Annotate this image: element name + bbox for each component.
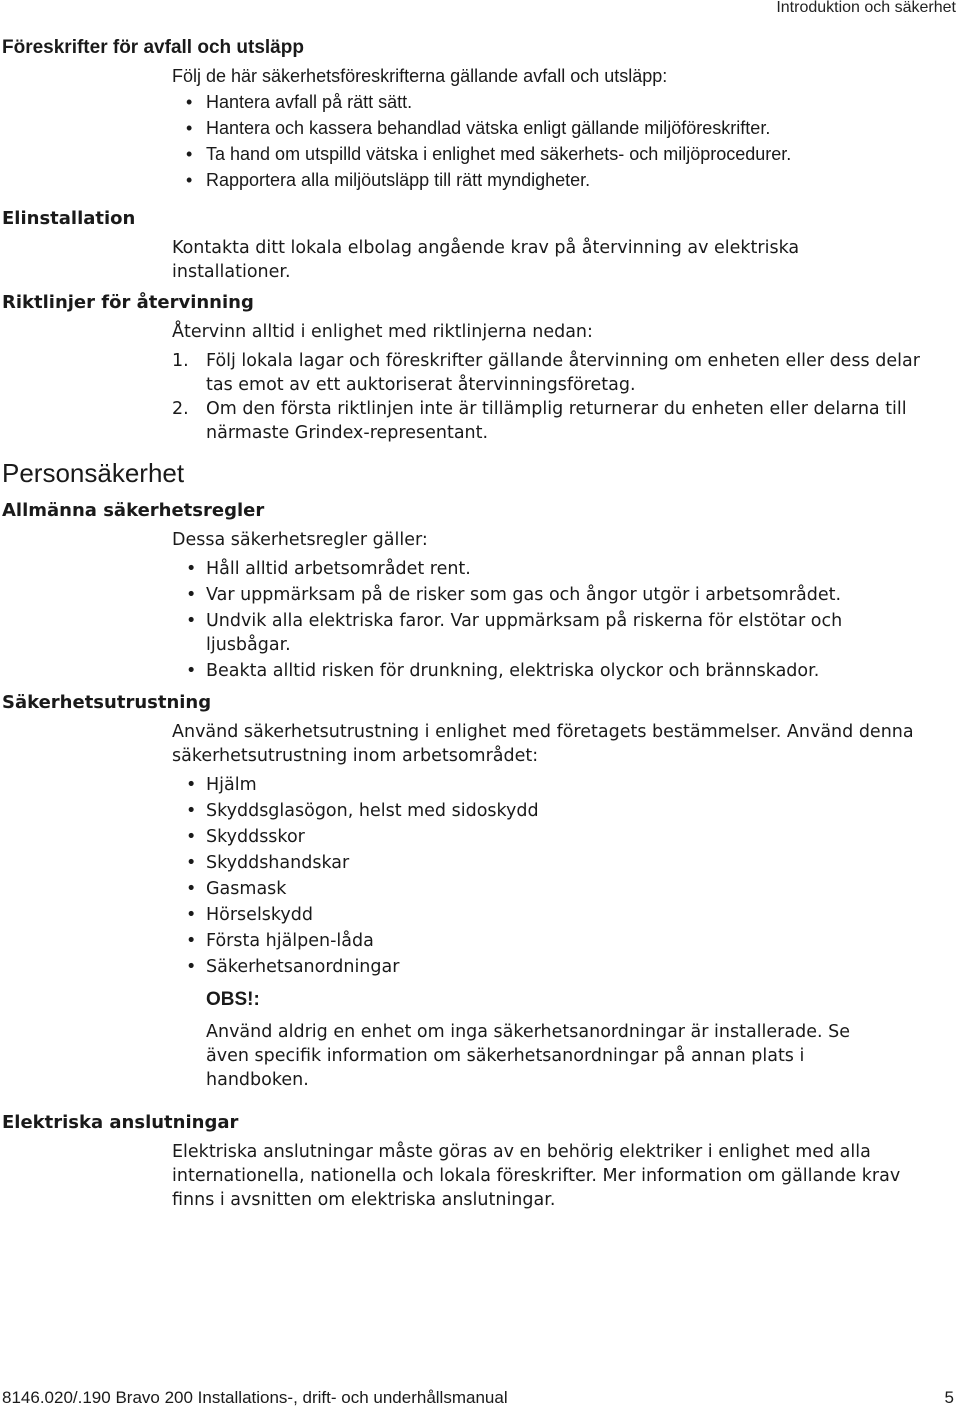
list-item: • Skyddsglasögon, helst med sidoskydd (172, 798, 942, 824)
list-item: • Gasmask (172, 876, 942, 902)
recycling-intro: Återvinn alltid i enlighet med riktlinjerna nedan: (172, 322, 593, 342)
electrical-connections-text: Elektriska anslutningar måste göras av en behörig elektriker i enlighet med alla internationella, nationella och lokala föreskrifter. Mer information om gällande krav finns i avsnitten om elektriska anslutningar. (172, 1142, 901, 1210)
list-item: • Hjälm (172, 772, 942, 798)
note-box (206, 988, 896, 1092)
step-text: Om den första riktlinjen inte är tillämplig returnerar du enheten eller delarna till närmaste Grindex-representant. (206, 399, 907, 443)
list-item: • Beakta alltid risken för drunkning, elektriska olyckor och brännskador. (172, 659, 932, 683)
section-heading-electrical-connections: Elektriska anslutningar (2, 1112, 239, 1133)
list-item: • Skyddsskor (172, 824, 942, 850)
list-item (172, 397, 952, 445)
waste-block (172, 63, 952, 193)
list-item: • Håll alltid arbetsområdet rent. (172, 557, 932, 581)
general-rules-list (172, 557, 932, 683)
section-heading-safety-equipment: Säkerhetsutrustning (2, 692, 212, 713)
recycling-steps (172, 349, 952, 445)
safety-equipment-intro: Använd säkerhetsutrustning i enlighet med företagets bestämmelser. Använd denna säkerhetsutrustning inom arbetsområdet: (172, 722, 914, 766)
list-item: • Skyddshandskar (172, 850, 942, 876)
list-item: • Rapportera alla miljöutsläpp till rätt myndigheter. (172, 167, 952, 193)
list-item: • Hantera avfall på rätt sätt. (172, 89, 952, 115)
electrical-install-text: Kontakta ditt lokala elbolag angående krav på återvinning av elektriska installationer. (172, 238, 800, 282)
list-item: • Var uppmärksam på de risker som gas och ångor utgör i arbetsområdet. (172, 583, 932, 607)
recycling-block (172, 320, 952, 445)
note-title: OBS!: (206, 989, 260, 1010)
list-item: • Säkerhetsanordningar (172, 954, 942, 980)
list-item: • Undvik alla elektriska faror. Var uppmärksam på riskerna för elstötar och ljusbågar. (172, 609, 932, 657)
list-item (172, 349, 952, 397)
footer-doc-ref: 8146.020/.190 Bravo 200 Installations-, drift- och underhållsmanual (2, 1388, 508, 1407)
safety-equipment-list (172, 772, 942, 980)
section-heading-general-rules: Allmänna säkerhetsregler (2, 500, 265, 521)
general-rules-block (172, 528, 932, 683)
safety-equipment-block (172, 720, 942, 1092)
step-number: 2. (172, 399, 189, 419)
list-item: • Hörselskydd (172, 902, 942, 928)
general-rules-intro: Dessa säkerhetsregler gäller: (172, 530, 428, 550)
step-text: Följ lokala lagar och föreskrifter gällande återvinning om enheten eller dess delar tas emot av ett auktoriserat återvinningsföretag. (206, 351, 920, 395)
waste-intro: Följ de här säkerhetsföreskrifterna gällande avfall och utsläpp: (172, 66, 668, 86)
waste-list (172, 89, 952, 193)
running-header: Introduktion och säkerhet (776, 0, 956, 16)
list-item: • Ta hand om utspilld vätska i enlighet med säkerhets- och miljöprocedurer. (172, 141, 952, 167)
section-heading-electrical-install: Elinstallation (2, 208, 136, 229)
chapter-heading-personal-safety: Personsäkerhet (2, 458, 185, 488)
note-text: Använd aldrig en enhet om inga säkerhetsanordningar är installerade. Se även specifik information om säkerhetsanordningar på annan plats i handboken. (206, 1022, 850, 1090)
section-heading-recycling: Riktlinjer för återvinning (2, 292, 254, 313)
page-number: 5 (944, 1388, 954, 1407)
section-heading-waste: Föreskrifter för avfall och utsläpp (2, 37, 304, 58)
list-item: • Hantera och kassera behandlad vätska enligt gällande miljöföreskrifter. (172, 115, 952, 141)
step-number: 1. (172, 351, 189, 371)
list-item: • Första hjälpen-låda (172, 928, 942, 954)
